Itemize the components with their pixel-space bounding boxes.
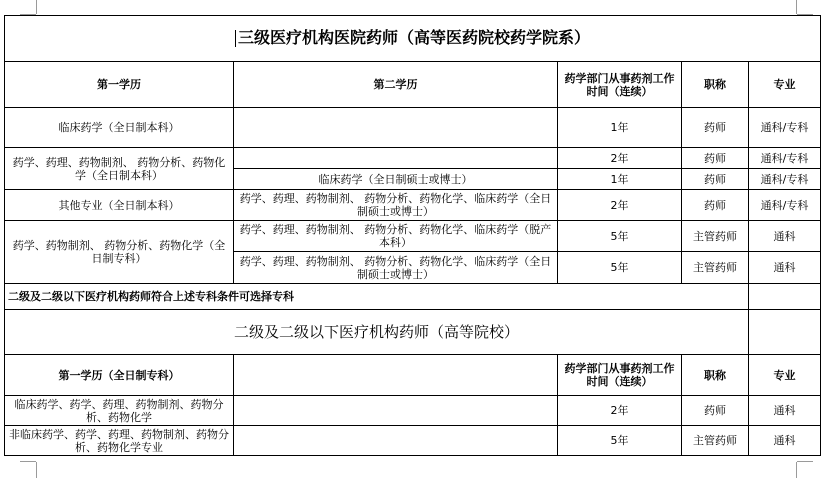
section1-title: 三级医疗机构医院药师（高等医药院校药学院系） bbox=[238, 28, 591, 47]
cell-title[interactable]: 主管药师 bbox=[682, 426, 749, 456]
cell-edu2[interactable]: 药学、药理、药物制剂、 药物分析、药物化学、临床药学（全日制硕士或博士） bbox=[234, 190, 558, 221]
cell-edu2[interactable]: 药学、药理、药物制剂、 药物分析、药物化学、临床药学（脱产本科） bbox=[234, 221, 558, 252]
pharmacist-requirements-table bbox=[4, 15, 821, 456]
cell-title[interactable]: 药师 bbox=[682, 148, 749, 169]
empty-cell[interactable] bbox=[749, 310, 821, 355]
cell-title[interactable]: 主管药师 bbox=[682, 252, 749, 284]
section1-title-row bbox=[5, 16, 821, 62]
header-major[interactable]: 专业 bbox=[749, 62, 821, 108]
cell-edu1[interactable]: 药学、药物制剂、 药物分析、药物化学（全日制专科） bbox=[5, 221, 234, 284]
header-edu1[interactable]: 第一学历 bbox=[5, 62, 234, 108]
table-row bbox=[5, 221, 821, 252]
cell-edu1[interactable]: 其他专业（全日制本科） bbox=[5, 190, 234, 221]
cell-major[interactable]: 通科/专科 bbox=[749, 169, 821, 190]
header-work-time[interactable]: 药学部门从事药剂工作时间（连续） bbox=[558, 355, 682, 396]
table-row bbox=[5, 108, 821, 148]
header-edu2[interactable] bbox=[234, 355, 558, 396]
section2-title-row bbox=[5, 310, 821, 355]
header-title[interactable]: 职称 bbox=[682, 62, 749, 108]
cell-title[interactable]: 药师 bbox=[682, 190, 749, 221]
table-row bbox=[5, 426, 821, 456]
crop-mark bbox=[796, 462, 797, 478]
cell-time[interactable]: 5年 bbox=[558, 426, 682, 456]
cell-time[interactable]: 2年 bbox=[558, 396, 682, 426]
cell-edu2[interactable]: 药学、药理、药物制剂、 药物分析、药物化学、临床药学（全日制硕士或博士） bbox=[234, 252, 558, 284]
cell-major[interactable]: 通科 bbox=[749, 221, 821, 252]
text-cursor bbox=[235, 30, 236, 47]
cell-title[interactable]: 药师 bbox=[682, 396, 749, 426]
table-row bbox=[5, 148, 821, 169]
cell-edu2[interactable] bbox=[234, 108, 558, 148]
cell-edu1[interactable]: 非临床药学、药学、药理、药物制剂、药物分析、药物化学专业 bbox=[5, 426, 234, 456]
cell-major[interactable]: 通科 bbox=[749, 252, 821, 284]
table-row bbox=[5, 190, 821, 221]
cell-time[interactable]: 1年 bbox=[558, 169, 682, 190]
table-row bbox=[5, 396, 821, 426]
cell-edu1[interactable]: 临床药学、药学、药理、药物制剂、药物分析、药物化学 bbox=[5, 396, 234, 426]
crop-mark bbox=[36, 462, 37, 478]
header-title[interactable]: 职称 bbox=[682, 355, 749, 396]
cell-major[interactable]: 通科/专科 bbox=[749, 108, 821, 148]
cell-major[interactable]: 通科 bbox=[749, 396, 821, 426]
cell-edu1[interactable]: 临床药学（全日制本科） bbox=[5, 108, 234, 148]
cell-major[interactable]: 通科 bbox=[749, 426, 821, 456]
header-edu1[interactable]: 第一学历（全日制专科） bbox=[5, 355, 234, 396]
empty-cell[interactable] bbox=[749, 284, 821, 310]
section1-title-cell[interactable] bbox=[5, 16, 821, 62]
cell-edu2[interactable] bbox=[234, 426, 558, 456]
cell-edu1[interactable]: 药学、药理、药物制剂、 药物分析、药物化学（全日制本科） bbox=[5, 148, 234, 190]
section1-header-row bbox=[5, 62, 821, 108]
cell-edu2[interactable] bbox=[234, 148, 558, 169]
cell-time[interactable]: 1年 bbox=[558, 108, 682, 148]
cell-title[interactable]: 主管药师 bbox=[682, 221, 749, 252]
cell-major[interactable]: 通科/专科 bbox=[749, 148, 821, 169]
cell-time[interactable]: 2年 bbox=[558, 190, 682, 221]
cell-title[interactable]: 药师 bbox=[682, 108, 749, 148]
note-row bbox=[5, 284, 821, 310]
header-major[interactable]: 专业 bbox=[749, 355, 821, 396]
cell-major[interactable]: 通科/专科 bbox=[749, 190, 821, 221]
note-cell[interactable]: 二级及二级以下医疗机构药师符合上述专科条件可选择专科 bbox=[5, 284, 749, 310]
crop-mark bbox=[20, 461, 36, 462]
cell-title[interactable]: 药师 bbox=[682, 169, 749, 190]
section2-header-row bbox=[5, 355, 821, 396]
section2-title[interactable]: 二级及二级以下医疗机构药师（高等院校） bbox=[5, 310, 749, 355]
cell-edu2[interactable]: 临床药学（全日制硕士或博士） bbox=[234, 169, 558, 190]
header-edu2[interactable]: 第二学历 bbox=[234, 62, 558, 108]
crop-mark bbox=[796, 0, 797, 14]
cell-time[interactable]: 2年 bbox=[558, 148, 682, 169]
cell-edu2[interactable] bbox=[234, 396, 558, 426]
cell-time[interactable]: 5年 bbox=[558, 252, 682, 284]
header-work-time[interactable]: 药学部门从事药剂工作时间（连续） bbox=[558, 62, 682, 108]
crop-mark bbox=[36, 0, 37, 14]
crop-mark bbox=[797, 461, 813, 462]
cell-time[interactable]: 5年 bbox=[558, 221, 682, 252]
